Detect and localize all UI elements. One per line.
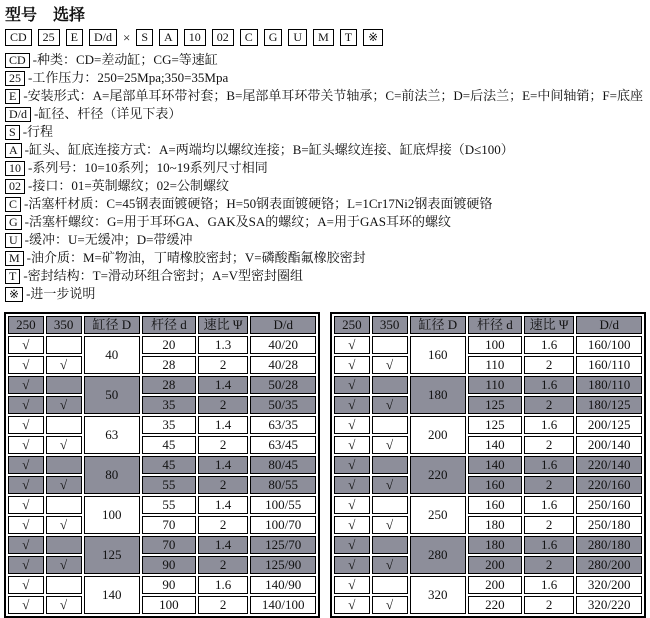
rod-diameter-cell: 180 bbox=[468, 536, 522, 554]
dd-combination-cell: 50/35 bbox=[250, 396, 316, 414]
model-code-box: G bbox=[264, 29, 283, 46]
definition-list bbox=[5, 51, 646, 303]
speed-ratio-cell: 2 bbox=[198, 556, 249, 574]
check-350-cell bbox=[372, 416, 408, 434]
column-header: 350 bbox=[372, 316, 408, 334]
speed-ratio-cell: 2 bbox=[198, 396, 249, 414]
check-250-cell: √ bbox=[334, 456, 370, 474]
table-row bbox=[334, 416, 642, 434]
speed-ratio-cell: 1.6 bbox=[524, 536, 575, 554]
column-header: 250 bbox=[334, 316, 370, 334]
model-code-box: S bbox=[136, 29, 153, 46]
check-250-cell: √ bbox=[334, 376, 370, 394]
check-250-cell: √ bbox=[334, 396, 370, 414]
check-350-cell: √ bbox=[372, 356, 408, 374]
speed-ratio-cell: 1.6 bbox=[524, 496, 575, 514]
bore-cell: 160 bbox=[410, 336, 467, 374]
dd-combination-cell: 140/100 bbox=[250, 596, 316, 614]
column-header: 速比 Ψ bbox=[198, 316, 249, 334]
speed-ratio-cell: 2 bbox=[524, 596, 575, 614]
rod-diameter-cell: 180 bbox=[468, 516, 522, 534]
dd-combination-cell: 180/125 bbox=[576, 396, 642, 414]
definition-code-box: ※ bbox=[5, 287, 23, 302]
table-row bbox=[8, 356, 316, 374]
speed-ratio-cell: 1.6 bbox=[524, 376, 575, 394]
table-row bbox=[8, 576, 316, 594]
check-250-cell: √ bbox=[8, 536, 44, 554]
dd-combination-cell: 63/45 bbox=[250, 436, 316, 454]
table-row bbox=[8, 496, 316, 514]
definition-item bbox=[5, 231, 646, 249]
selection-tables bbox=[4, 312, 646, 618]
speed-ratio-cell: 1.6 bbox=[524, 336, 575, 354]
check-250-cell: √ bbox=[334, 596, 370, 614]
table-row bbox=[334, 436, 642, 454]
rod-diameter-cell: 110 bbox=[468, 376, 522, 394]
check-350-cell bbox=[46, 496, 82, 514]
check-350-cell: √ bbox=[46, 396, 82, 414]
table-row bbox=[8, 416, 316, 434]
column-header: D/d bbox=[250, 316, 316, 334]
speed-ratio-cell: 1.6 bbox=[524, 576, 575, 594]
definition-code-box: G bbox=[5, 215, 22, 230]
rod-diameter-cell: 200 bbox=[468, 576, 522, 594]
dd-combination-cell: 80/45 bbox=[250, 456, 316, 474]
rod-diameter-cell: 100 bbox=[142, 596, 196, 614]
check-350-cell bbox=[46, 376, 82, 394]
rod-diameter-cell: 110 bbox=[468, 356, 522, 374]
table-row bbox=[334, 576, 642, 594]
definition-text: -缸头、缸底连接方式：A=两端均以螺纹连接；B=缸头螺纹连接、缸底焊接（D≤100） bbox=[24, 142, 514, 157]
bore-cell: 80 bbox=[84, 456, 141, 494]
check-250-cell: √ bbox=[334, 536, 370, 554]
check-250-cell: √ bbox=[334, 516, 370, 534]
table-row bbox=[334, 376, 642, 394]
definition-code-box: T bbox=[5, 269, 20, 284]
table-row bbox=[334, 356, 642, 374]
dd-combination-cell: 40/28 bbox=[250, 356, 316, 374]
rod-diameter-cell: 28 bbox=[142, 376, 196, 394]
speed-ratio-cell: 1.4 bbox=[198, 536, 249, 554]
check-350-cell: √ bbox=[372, 556, 408, 574]
speed-ratio-cell: 1.4 bbox=[198, 376, 249, 394]
check-250-cell: √ bbox=[8, 336, 44, 354]
rod-diameter-cell: 90 bbox=[142, 556, 196, 574]
dd-combination-cell: 200/140 bbox=[576, 436, 642, 454]
page-title: 型号 选择 bbox=[5, 7, 86, 24]
check-350-cell bbox=[372, 376, 408, 394]
bore-cell: 140 bbox=[84, 576, 141, 614]
check-250-cell: √ bbox=[334, 576, 370, 594]
definition-item bbox=[5, 105, 646, 123]
table-row bbox=[334, 396, 642, 414]
rod-diameter-cell: 160 bbox=[468, 496, 522, 514]
bore-cell: 280 bbox=[410, 536, 467, 574]
definition-text: -缓冲：U=无缓冲；D=带缓冲 bbox=[24, 232, 193, 247]
definition-item bbox=[5, 51, 646, 69]
check-250-cell: √ bbox=[8, 416, 44, 434]
check-350-cell bbox=[46, 336, 82, 354]
multiply-separator: × bbox=[123, 30, 131, 45]
bore-cell: 220 bbox=[410, 456, 467, 494]
model-code-box: A bbox=[159, 29, 178, 46]
definition-code-box: 25 bbox=[5, 71, 25, 86]
bore-selection-table-right bbox=[330, 312, 646, 618]
definition-code-box: S bbox=[5, 125, 20, 140]
speed-ratio-cell: 2 bbox=[524, 436, 575, 454]
table-row bbox=[8, 596, 316, 614]
rod-diameter-cell: 55 bbox=[142, 476, 196, 494]
column-header: 速比 Ψ bbox=[524, 316, 575, 334]
bore-cell: 180 bbox=[410, 376, 467, 414]
check-350-cell: √ bbox=[46, 476, 82, 494]
header-row bbox=[8, 316, 316, 334]
definition-item bbox=[5, 213, 646, 231]
rod-diameter-cell: 100 bbox=[468, 336, 522, 354]
dd-combination-cell: 80/55 bbox=[250, 476, 316, 494]
speed-ratio-cell: 2 bbox=[524, 476, 575, 494]
column-header: 缸径 D bbox=[84, 316, 141, 334]
dd-combination-cell: 140/90 bbox=[250, 576, 316, 594]
check-350-cell: √ bbox=[372, 436, 408, 454]
table-row bbox=[334, 456, 642, 474]
definition-text: -安装形式：A=尾部单耳环带衬套；B=尾部单耳环带关节轴承；C=前法兰；D=后法兰；E=中间轴销；F=底座 bbox=[23, 88, 643, 103]
bore-cell: 100 bbox=[84, 496, 141, 534]
definition-item bbox=[5, 87, 646, 105]
model-code-box: E bbox=[66, 29, 83, 46]
check-350-cell: √ bbox=[46, 556, 82, 574]
check-250-cell: √ bbox=[334, 476, 370, 494]
header-row bbox=[334, 316, 642, 334]
rod-diameter-cell: 35 bbox=[142, 416, 196, 434]
check-250-cell: √ bbox=[8, 556, 44, 574]
model-code-box: D/d bbox=[89, 29, 117, 46]
bore-cell: 125 bbox=[84, 536, 141, 574]
definition-code-box: M bbox=[5, 251, 24, 266]
dd-combination-cell: 220/160 bbox=[576, 476, 642, 494]
dd-combination-cell: 125/70 bbox=[250, 536, 316, 554]
check-350-cell bbox=[372, 576, 408, 594]
check-350-cell bbox=[46, 416, 82, 434]
dd-combination-cell: 63/35 bbox=[250, 416, 316, 434]
table-row bbox=[8, 376, 316, 394]
rod-diameter-cell: 70 bbox=[142, 516, 196, 534]
rod-diameter-cell: 35 bbox=[142, 396, 196, 414]
speed-ratio-cell: 1.6 bbox=[524, 456, 575, 474]
check-250-cell: √ bbox=[8, 356, 44, 374]
rod-diameter-cell: 28 bbox=[142, 356, 196, 374]
definition-text: -油介质：M=矿物油，丁晴橡胶密封；V=磷酸酯氟橡胶密封 bbox=[26, 250, 366, 265]
column-header: 缸径 D bbox=[410, 316, 467, 334]
table-row bbox=[8, 456, 316, 474]
rod-diameter-cell: 160 bbox=[468, 476, 522, 494]
speed-ratio-cell: 2 bbox=[198, 436, 249, 454]
dd-combination-cell: 220/140 bbox=[576, 456, 642, 474]
definition-text: -进一步说明 bbox=[26, 286, 96, 301]
table-row bbox=[8, 556, 316, 574]
table-row bbox=[8, 516, 316, 534]
speed-ratio-cell: 2 bbox=[524, 556, 575, 574]
dd-combination-cell: 40/20 bbox=[250, 336, 316, 354]
speed-ratio-cell: 2 bbox=[524, 356, 575, 374]
definition-item bbox=[5, 141, 646, 159]
check-250-cell: √ bbox=[8, 456, 44, 474]
dd-combination-cell: 250/180 bbox=[576, 516, 642, 534]
definition-code-box: D/d bbox=[5, 107, 31, 122]
check-350-cell: √ bbox=[46, 596, 82, 614]
check-350-cell: √ bbox=[372, 476, 408, 494]
dd-combination-cell: 320/200 bbox=[576, 576, 642, 594]
bore-cell: 200 bbox=[410, 416, 467, 454]
definition-text: -行程 bbox=[22, 124, 54, 139]
check-350-cell: √ bbox=[372, 396, 408, 414]
check-250-cell: √ bbox=[8, 576, 44, 594]
rod-diameter-cell: 45 bbox=[142, 456, 196, 474]
model-code-box: CD bbox=[5, 29, 32, 46]
table-row bbox=[334, 476, 642, 494]
check-350-cell: √ bbox=[46, 356, 82, 374]
table-row bbox=[8, 336, 316, 354]
check-350-cell bbox=[46, 576, 82, 594]
speed-ratio-cell: 1.4 bbox=[198, 456, 249, 474]
rod-diameter-cell: 125 bbox=[468, 416, 522, 434]
check-350-cell bbox=[46, 456, 82, 474]
definition-code-box: CD bbox=[5, 53, 30, 68]
definition-text: -系列号：10=10系列；10~19系列尺寸相同 bbox=[28, 160, 268, 175]
bore-cell: 40 bbox=[84, 336, 141, 374]
definition-item bbox=[5, 267, 646, 285]
check-350-cell bbox=[372, 456, 408, 474]
speed-ratio-cell: 2 bbox=[198, 356, 249, 374]
check-250-cell: √ bbox=[8, 476, 44, 494]
column-header: 250 bbox=[8, 316, 44, 334]
check-350-cell: √ bbox=[46, 436, 82, 454]
definition-code-box: C bbox=[5, 197, 21, 212]
speed-ratio-cell: 1.4 bbox=[198, 416, 249, 434]
check-250-cell: √ bbox=[334, 416, 370, 434]
definition-text: -活塞杆材质：C=45钢表面镀硬铬；H=50钢表面镀硬铬；L=1Cr17Ni2钢表面镀硬铬 bbox=[24, 196, 493, 211]
rod-diameter-cell: 70 bbox=[142, 536, 196, 554]
table-row bbox=[334, 516, 642, 534]
rod-diameter-cell: 90 bbox=[142, 576, 196, 594]
speed-ratio-cell: 1.3 bbox=[198, 336, 249, 354]
model-code-box: M bbox=[313, 29, 334, 46]
check-250-cell: √ bbox=[8, 396, 44, 414]
model-code-row bbox=[5, 28, 646, 47]
bore-cell: 63 bbox=[84, 416, 141, 454]
table-row bbox=[334, 536, 642, 554]
definition-text: -密封结构：T=滑动环组合密封；A=V型密封圈组 bbox=[23, 268, 304, 283]
bore-cell: 50 bbox=[84, 376, 141, 414]
model-code-box: 10 bbox=[184, 29, 206, 46]
dd-combination-cell: 280/200 bbox=[576, 556, 642, 574]
check-350-cell bbox=[372, 336, 408, 354]
definition-code-box: E bbox=[5, 89, 20, 104]
bore-cell: 250 bbox=[410, 496, 467, 534]
definition-item bbox=[5, 195, 646, 213]
definition-text: -种类：CD=差动缸；CG=等速缸 bbox=[32, 52, 218, 67]
speed-ratio-cell: 1.6 bbox=[198, 576, 249, 594]
model-code-box: 25 bbox=[38, 29, 60, 46]
dd-combination-cell: 320/220 bbox=[576, 596, 642, 614]
rod-diameter-cell: 55 bbox=[142, 496, 196, 514]
rod-diameter-cell: 45 bbox=[142, 436, 196, 454]
definition-text: -活塞杆螺纹：G=用于耳环GA、GAK及SA的螺纹；A=用于GAS耳环的螺纹 bbox=[24, 214, 452, 229]
definition-code-box: U bbox=[5, 233, 22, 248]
check-350-cell: √ bbox=[46, 516, 82, 534]
bore-selection-table-left bbox=[4, 312, 320, 618]
model-code-box: ※ bbox=[363, 29, 383, 46]
definition-text: -工作压力：250=25Mpa;350=35Mpa bbox=[28, 70, 229, 85]
rod-diameter-cell: 220 bbox=[468, 596, 522, 614]
definition-code-box: A bbox=[5, 143, 22, 158]
table-row bbox=[334, 596, 642, 614]
speed-ratio-cell: 2 bbox=[198, 596, 249, 614]
check-250-cell: √ bbox=[334, 356, 370, 374]
table-row bbox=[334, 336, 642, 354]
dd-combination-cell: 100/70 bbox=[250, 516, 316, 534]
speed-ratio-cell: 2 bbox=[198, 516, 249, 534]
model-code-box: T bbox=[340, 29, 357, 46]
definition-item bbox=[5, 249, 646, 267]
rod-diameter-cell: 140 bbox=[468, 456, 522, 474]
definition-item bbox=[5, 123, 646, 141]
dd-combination-cell: 180/110 bbox=[576, 376, 642, 394]
check-350-cell bbox=[46, 536, 82, 554]
table-row bbox=[8, 436, 316, 454]
rod-diameter-cell: 200 bbox=[468, 556, 522, 574]
check-350-cell bbox=[372, 496, 408, 514]
model-code-box: C bbox=[240, 29, 258, 46]
dd-combination-cell: 125/90 bbox=[250, 556, 316, 574]
definition-code-box: 10 bbox=[5, 161, 25, 176]
definition-text: -接口：01=英制螺纹；02=公制螺纹 bbox=[28, 178, 229, 193]
model-code-box: 02 bbox=[212, 29, 234, 46]
check-250-cell: √ bbox=[8, 436, 44, 454]
table-row bbox=[8, 396, 316, 414]
definition-item bbox=[5, 69, 646, 87]
check-250-cell: √ bbox=[8, 596, 44, 614]
table-row bbox=[8, 476, 316, 494]
rod-diameter-cell: 125 bbox=[468, 396, 522, 414]
definition-item bbox=[5, 159, 646, 177]
speed-ratio-cell: 2 bbox=[524, 396, 575, 414]
column-header: D/d bbox=[576, 316, 642, 334]
dd-combination-cell: 160/100 bbox=[576, 336, 642, 354]
table-row bbox=[334, 556, 642, 574]
check-350-cell: √ bbox=[372, 596, 408, 614]
check-250-cell: √ bbox=[8, 376, 44, 394]
check-250-cell: √ bbox=[334, 496, 370, 514]
check-250-cell: √ bbox=[334, 556, 370, 574]
definition-item bbox=[5, 285, 646, 303]
table-row bbox=[334, 496, 642, 514]
bore-cell: 320 bbox=[410, 576, 467, 614]
column-header: 350 bbox=[46, 316, 82, 334]
table-row bbox=[8, 536, 316, 554]
check-250-cell: √ bbox=[8, 496, 44, 514]
definition-item bbox=[5, 177, 646, 195]
dd-combination-cell: 50/28 bbox=[250, 376, 316, 394]
definition-code-box: 02 bbox=[5, 179, 25, 194]
speed-ratio-cell: 1.4 bbox=[198, 496, 249, 514]
check-350-cell: √ bbox=[372, 516, 408, 534]
column-header: 杆径 d bbox=[142, 316, 196, 334]
column-header: 杆径 d bbox=[468, 316, 522, 334]
dd-combination-cell: 100/55 bbox=[250, 496, 316, 514]
check-350-cell bbox=[372, 536, 408, 554]
rod-diameter-cell: 140 bbox=[468, 436, 522, 454]
speed-ratio-cell: 2 bbox=[524, 516, 575, 534]
check-250-cell: √ bbox=[334, 436, 370, 454]
check-250-cell: √ bbox=[8, 516, 44, 534]
dd-combination-cell: 200/125 bbox=[576, 416, 642, 434]
dd-combination-cell: 250/160 bbox=[576, 496, 642, 514]
dd-combination-cell: 160/110 bbox=[576, 356, 642, 374]
speed-ratio-cell: 2 bbox=[198, 476, 249, 494]
dd-combination-cell: 280/180 bbox=[576, 536, 642, 554]
model-code-box: U bbox=[288, 29, 307, 46]
check-250-cell: √ bbox=[334, 336, 370, 354]
speed-ratio-cell: 1.6 bbox=[524, 416, 575, 434]
definition-text: -缸径、杆径（详见下表） bbox=[34, 106, 182, 121]
rod-diameter-cell: 20 bbox=[142, 336, 196, 354]
